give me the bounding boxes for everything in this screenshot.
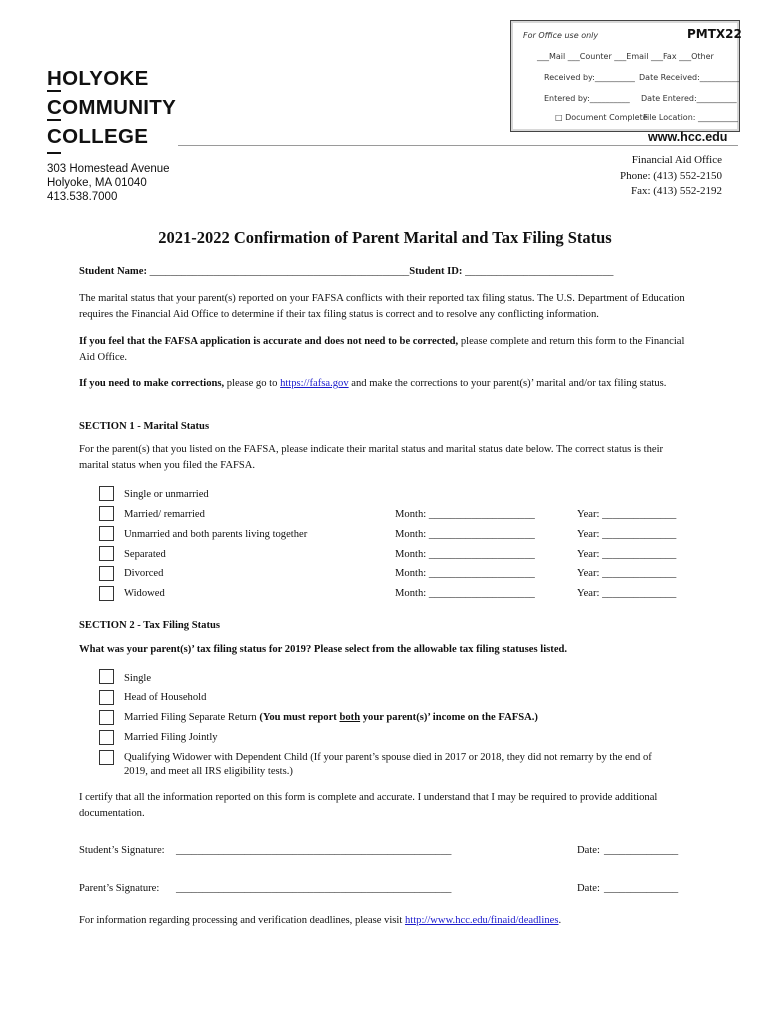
footer-end: . (558, 915, 562, 926)
file-location-field: File Location: __________ (643, 113, 739, 122)
checkbox-married-jointly[interactable] (99, 730, 114, 745)
checkbox-single-unmarried[interactable] (99, 486, 114, 501)
college-logo (47, 64, 176, 151)
student-date-label: Date: (577, 845, 600, 856)
option-qualifying-widower-line2: 2019, and meet all IRS eligibility tests.) (124, 766, 293, 777)
received-by-field: Received by:__________ (544, 73, 635, 82)
student-id-label: Student ID: (409, 266, 463, 277)
logo-line-2: COMMUNITY (47, 93, 176, 122)
section1-instructions: For the parent(s) that you listed on the FAFSA, please indicate their marital status and marital status date below. The correct status is their marital status when you filed the FAFSA. (79, 444, 664, 471)
option-married: Married/ remarried (124, 509, 205, 520)
married-separate-label: Married Filing Separate Return (124, 712, 257, 723)
corrections-bold: If you need to make corrections, (79, 378, 225, 389)
corrections-paragraph (79, 376, 691, 392)
contact-office: Financial Aid Office (631, 154, 722, 166)
corrections-post: and make the corrections to your parent(s)’ marital and/or tax filing status. (348, 378, 667, 389)
office-use-label: For Office use only (523, 31, 599, 40)
student-name-field[interactable]: _________________________________________________ (149, 266, 410, 277)
student-id-field[interactable]: ____________________________ (465, 266, 614, 277)
date-entered-field: Date Entered:__________ (641, 94, 737, 103)
receipt-methods: ___Mail ___Counter ___Email ___Fax ___Other (537, 52, 714, 61)
student-signature-label: Student’s Signature: (79, 845, 165, 856)
section1-heading: SECTION 1 - Marital Status (79, 421, 210, 432)
option-divorced: Divorced (124, 568, 164, 579)
separated-month-field[interactable]: Month: ____________________ (395, 549, 535, 560)
accurate-rest: please complete and return this form to the Financial Aid Office. (79, 336, 685, 363)
student-name-row (79, 266, 613, 277)
website-label: www.hcc.edu (648, 130, 728, 144)
married-year-field[interactable]: Year: ______________ (577, 509, 677, 520)
option-single-unmarried: Single or unmarried (124, 489, 209, 500)
checkbox-married-separate[interactable] (99, 710, 114, 725)
married-separate-note-both: both (339, 712, 361, 723)
option-separated: Separated (124, 549, 166, 560)
parent-signature-label: Parent’s Signature: (79, 883, 160, 894)
student-date-field[interactable]: ______________ (604, 845, 679, 856)
certification-paragraph: I certify that all the information reported on this form is complete and accurate. I understand that I may be required to provide additional documentation. (79, 792, 658, 819)
checkbox-unmarried-together[interactable] (99, 526, 114, 541)
logo-line-3: COLLEGE (47, 122, 176, 151)
married-separate-note-pre: (You must report (256, 712, 340, 723)
section2-question: What was your parent(s)’ tax filing status for 2019? Please select from the allowable tax filing statuses listed. (79, 644, 568, 655)
separated-year-field[interactable]: Year: ______________ (577, 549, 677, 560)
divorced-month-field[interactable]: Month: ____________________ (395, 568, 535, 579)
option-unmarried-together: Unmarried and both parents living together (124, 529, 308, 540)
checkbox-tax-single[interactable] (99, 669, 114, 684)
logo-line-1: HOLYOKE (47, 67, 149, 90)
checkbox-qualifying-widower[interactable] (99, 750, 114, 765)
section2-heading: SECTION 2 - Tax Filing Status (79, 620, 220, 631)
together-month-field[interactable]: Month: ____________________ (395, 529, 535, 540)
widowed-year-field[interactable]: Year: ______________ (577, 588, 677, 599)
student-signature-field[interactable]: ____________________________________________________ (176, 845, 452, 856)
address-phone: 413.538.7000 (47, 191, 118, 203)
option-married-jointly: Married Filing Jointly (124, 732, 218, 743)
college-address (47, 162, 170, 204)
page-title: 2021-2022 Confirmation of Parent Marital and Tax Filing Status (158, 228, 612, 247)
fafsa-link[interactable]: https://fafsa.gov (280, 378, 349, 389)
footer-info (79, 913, 691, 929)
parent-date-field[interactable]: ______________ (604, 883, 679, 894)
header-divider (178, 145, 738, 146)
form-code: PMTX22 (687, 27, 742, 41)
corrections-pre: please go to (224, 378, 281, 389)
option-qualifying-widower-line1: Qualifying Widower with Dependent Child (If your parent’s spouse died in 2017 or 2018, they did not remarry by the end of (124, 752, 652, 763)
document-complete-checkbox: □ Document Complete (555, 113, 648, 122)
deadlines-link[interactable]: http://www.hcc.edu/finaid/deadlines (404, 915, 559, 926)
option-widowed: Widowed (124, 588, 165, 599)
checkbox-head-of-household[interactable] (99, 690, 114, 705)
parent-signature-field[interactable]: ____________________________________________________ (176, 883, 452, 894)
checkbox-separated[interactable] (99, 546, 114, 561)
married-separate-note-post: your parent(s)’ income on the FAFSA.) (360, 712, 538, 723)
date-received-field: Date Received:__________ (639, 73, 740, 82)
parent-date-label: Date: (577, 883, 600, 894)
option-head-of-household: Head of Household (124, 692, 207, 703)
address-street: 303 Homestead Avenue (47, 163, 170, 175)
footer-text: For information regarding processing and verification deadlines, please visit (79, 915, 405, 926)
office-contact (620, 153, 722, 200)
option-tax-single: Single (124, 673, 152, 684)
option-married-separate (124, 712, 538, 723)
married-month-field[interactable]: Month: ____________________ (395, 509, 535, 520)
office-use-box (510, 20, 740, 132)
student-name-label: Student Name: (79, 266, 147, 277)
together-year-field[interactable]: Year: ______________ (577, 529, 677, 540)
widowed-month-field[interactable]: Month: ____________________ (395, 588, 535, 599)
divorced-year-field[interactable]: Year: ______________ (577, 568, 677, 579)
accurate-paragraph (79, 334, 691, 366)
accurate-bold: If you feel that the FAFSA application is accurate and does not need to be corrected, (79, 336, 459, 347)
contact-phone: Phone: (413) 552-2150 (619, 169, 722, 182)
contact-fax: Fax: (413) 552-2192 (630, 185, 722, 197)
checkbox-married[interactable] (99, 506, 114, 521)
intro-paragraph: The marital status that your parent(s) reported on your FAFSA conflicts with their reported tax filing status. The U.S. Department of Education requires the Financial Aid Office to determine if their tax filing status is correct and to resolve any conflicting information. (79, 293, 685, 320)
address-city: Holyoke, MA 01040 (47, 177, 147, 189)
entered-by-field: Entered by:__________ (544, 94, 630, 103)
checkbox-divorced[interactable] (99, 566, 114, 581)
checkbox-widowed[interactable] (99, 586, 114, 601)
